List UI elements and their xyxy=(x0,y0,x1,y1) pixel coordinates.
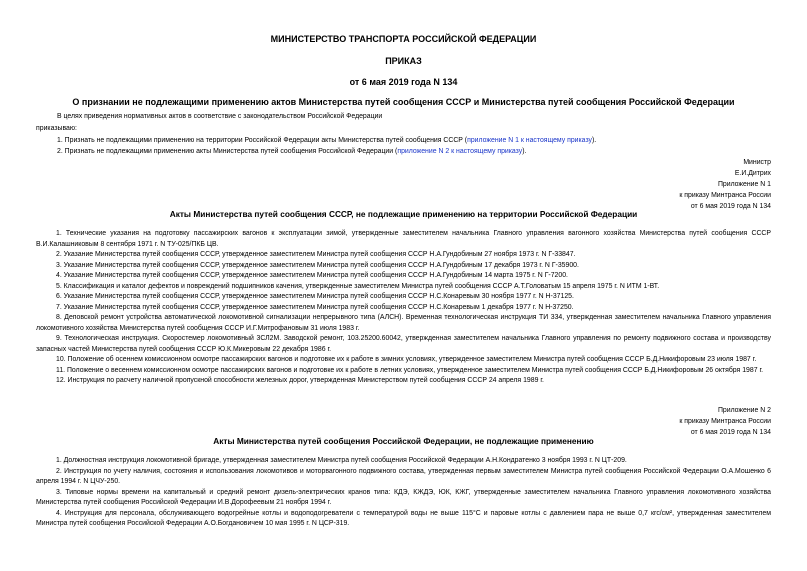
ministry-heading: МИНИСТЕРСТВО ТРАНСПОРТА РОССИЙСКОЙ ФЕДЕРАЦИИ xyxy=(270,34,537,44)
list-item: 11. Положение о весеннем комиссионном осмотре пассажирских вагонов и подготовке их к работе в летних условиях, утвержденное заместителем Министра путей сообщения СССР Б.Д.Никифоровым 26 октября 1987 г. xyxy=(56,366,764,374)
intro-item-2-end: ). xyxy=(522,148,527,155)
intro-decree: приказываю: xyxy=(36,125,77,132)
intro-line: В целях приведения нормативных актов в соответствие с законодательством Российской Федерации xyxy=(57,113,383,120)
signature-position: Министр xyxy=(743,159,771,166)
list-item: 7. Указание Министерства путей сообщения СССР, утвержденное заместителем Министра путей сообщения СССР Н.С.Конаревым 1 декабря 1977 г. N Н-37250. xyxy=(56,303,574,311)
appendix-1-list xyxy=(36,229,771,387)
list-item: 9. Технологическая инструкция. Скоростемер локомотивный 3СЛ2М. Заводской ремонт, 103.25200.60042, утвержденная заместителем начальника Главного управления по ремонту подвижного состава и производству запасных частей Министерства путей сообщения СССР Ю.К.Микеровым 22 декабря 1986 г. xyxy=(36,335,771,353)
appendix-1-ref: к приказу Минтранса России xyxy=(679,192,771,199)
order-date-number: от 6 мая 2019 года N 134 xyxy=(349,77,458,87)
list-item: 10. Положение об осеннем комиссионном осмотре пассажирских вагонов и подготовке их к работе в зимних условиях, утвержденное заместителем Министра путей сообщения СССР Б.Д.Никифоровым 23 июля 1987 г. xyxy=(56,356,757,363)
signature-name: Е.И.Дитрих xyxy=(734,170,771,177)
appendix-1-date: от 6 мая 2019 года N 134 xyxy=(690,203,771,210)
list-item: 4. Указание Министерства путей сообщения СССР, утвержденное заместителем Министра путей сообщения СССР Н.А.Гундобиным 14 марта 1975 г. N Г-7200. xyxy=(56,272,568,279)
list-item: 3. Типовые нормы времени на капитальный и средний ремонт дизель-электрических кранов типа: КДЭ, КЖДЭ, ЮК, КЖГ, утвержденные заместителем начальника Главного управления локомотивного хозяйства Министерства путей сообщения Российской Федерации И.В.Дорофеевым 21 ноября 1994 г. xyxy=(36,488,771,506)
intro-item-2-text: 2. Признать не подлежащими применению акты Министерства путей сообщения Российской Федерации ( xyxy=(57,148,398,155)
list-item: 5. Классификация и каталог дефектов и повреждений подшипников качения, утвержденные заместителем Министра путей сообщения СССР А.Т.Головатым 15 апреля 1975 г. N ИТМ 1-ВТ. xyxy=(56,282,660,290)
list-item: 6. Указание Министерства путей сообщения СССР, утвержденное заместителем Министра путей сообщения СССР Н.С.Конаревым 30 ноября 1977 г. N Н-37125. xyxy=(56,293,574,300)
appendix-2-list xyxy=(36,456,771,530)
appendix-2-link[interactable]: приложение N 2 к настоящему приказу xyxy=(397,148,523,155)
list-item: 3. Указание Министерства путей сообщения СССР, утвержденное заместителем Министра путей сообщения СССР Н.А.Гундобиным 17 декабря 1973 г. N Г-35900. xyxy=(56,261,579,269)
appendix-1-link[interactable]: приложение N 1 к настоящему приказу xyxy=(467,137,592,144)
appendix-2-heading: Акты Министерства путей сообщения Российской Федерации, не подлежащие применению xyxy=(213,436,594,446)
appendix-1-heading: Акты Министерства путей сообщения СССР, не подлежащие применению на территории Российской Федерации xyxy=(169,209,638,219)
order-title: О признании не подлежащими применению актов Министерства путей сообщения СССР и Министерства путей сообщения Российской Федерации xyxy=(72,97,735,107)
intro-item-1-text: 1. Признать не подлежащими применению на территории Российской Федерации акты Министерства путей сообщения СССР ( xyxy=(57,137,468,144)
appendix-2-date: от 6 мая 2019 года N 134 xyxy=(690,429,771,436)
list-item: 12. Инструкция по расчету наличной пропускной способности железных дорог, утвержденная Министерством путей сообщения СССР 24 апреля 1989 г. xyxy=(56,377,544,384)
appendix-2-label: Приложение N 2 xyxy=(717,407,771,414)
list-item: 2. Инструкция по учету наличия, состояния и использования локомотивов и моторвагонного подвижного состава, утвержденная первым заместителем Министра путей сообщения Российской Федерации О.А.Мошенко 6 апреля 1994 г. N ЦЧУ-250. xyxy=(36,467,771,485)
list-item: 8. Деповской ремонт устройства автоматической локомотивной сигнализации непрерывного типа (АЛСН). Временная технологическая инструкция ТИ 334, утвержденная заместителем начальника Главного управления локомотивного хозяйства Министерства путей сообщения СССР И.Г.Митрофановым 31 июля 1983 г. xyxy=(36,314,771,332)
appendix-1-label: Приложение N 1 xyxy=(717,181,771,188)
doc-type-heading: ПРИКАЗ xyxy=(385,56,422,66)
intro-item-1-end: ). xyxy=(591,137,597,144)
list-item: 2. Указание Министерства путей сообщения СССР, утвержденное заместителем Министра путей сообщения СССР Н.А.Гундобиным 27 ноября 1973 г. N Г-33847. xyxy=(56,251,576,258)
intro-item-2 xyxy=(57,148,526,156)
list-item: 1. Технические указания на подготовку пассажирских вагонов к эксплуатации зимой, утвержденные заместителем начальника Главного управления вагонного хозяйства Министерства путей сообщения СССР В.И.Калашниковым 8 сентября 1971 г. N ТУ-025/ПКБ ЦВ. xyxy=(36,230,771,248)
list-item: 1. Должностная инструкция локомотивной бригаде, утвержденная заместителем Министра путей сообщения Российской Федерации А.Н.Кондратенко 3 ноября 1993 г. N ЦТ-209. xyxy=(56,457,627,464)
appendix-2-ref: к приказу Минтранса России xyxy=(679,418,771,425)
list-item: 4. Инструкция для персонала, обслуживающего водогрейные котлы и водоподогреватели с температурой воды не выше 115°С и паровые котлы с давлением пара не выше 0,7 кгс/см², утвержденная заместителем Министра путей сообщения Российской Федерации А.О.Богдановичем 10 мая 1995 г. N ЦСР-319. xyxy=(36,509,771,527)
intro-item-1 xyxy=(57,137,596,145)
